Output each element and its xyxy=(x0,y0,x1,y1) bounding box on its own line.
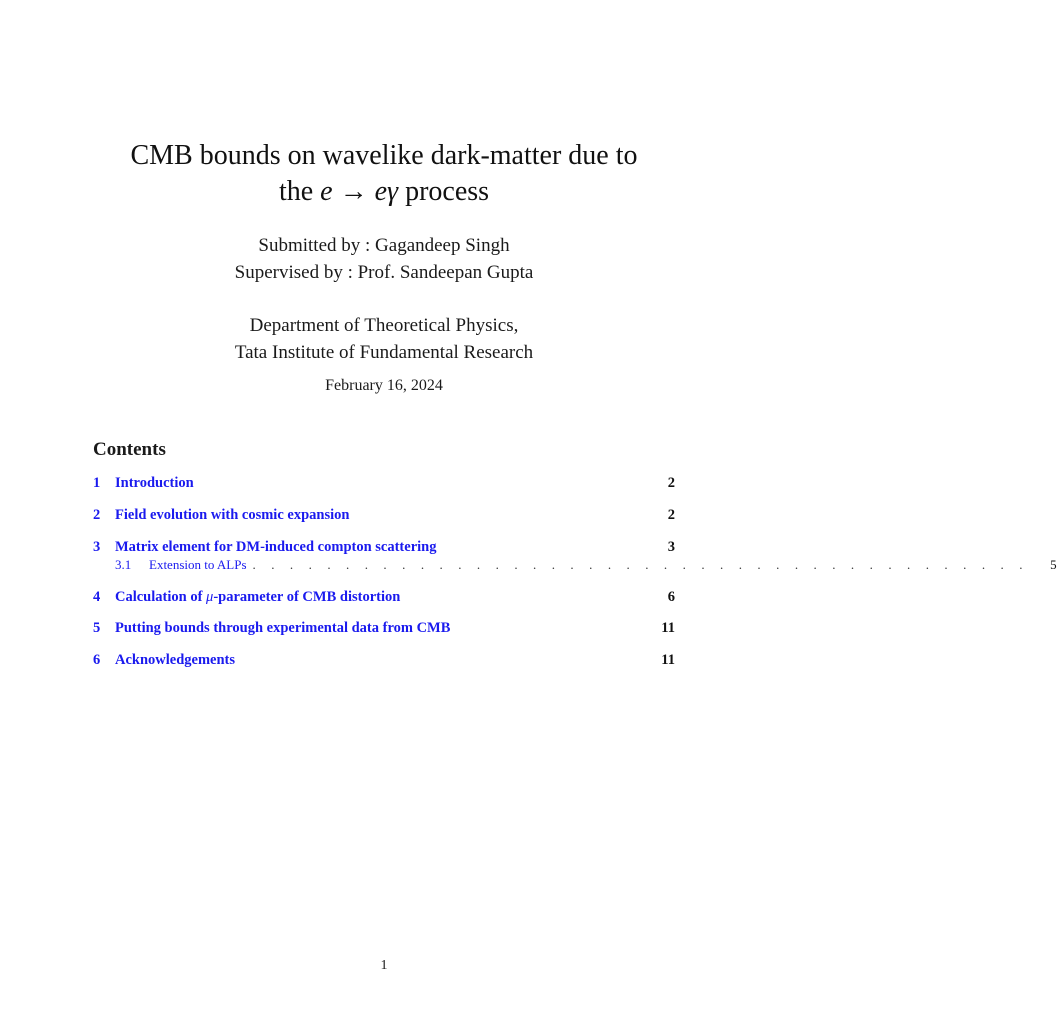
toc-entry-putting-bounds[interactable] xyxy=(93,620,675,637)
toc-entry-mu-parameter[interactable] xyxy=(93,589,675,606)
toc-entry-number[interactable]: 6 xyxy=(93,652,101,668)
toc-entry-number[interactable]: 3.1 xyxy=(115,557,132,572)
toc-entry-title[interactable]: Introduction xyxy=(115,475,194,491)
toc-leader-dots: . . . . . . . . . . . . . . . . . . . . . . . . . . . . . . . . . . . . . . . . . . xyxy=(252,557,1029,572)
toc-entry-page: 11 xyxy=(661,652,675,668)
toc-entry-page: 2 xyxy=(667,475,675,491)
title-line-2 xyxy=(0,174,768,210)
department: Department of Theoretical Physics, xyxy=(249,315,519,336)
title-line-1: CMB bounds on wavelike dark-matter due to xyxy=(130,140,638,171)
toc-entry-page: 6 xyxy=(667,589,675,605)
toc-entry-page: 3 xyxy=(667,539,675,555)
document-date: February 16, 2024 xyxy=(325,377,443,394)
toc-entry-title[interactable]: Acknowledgements xyxy=(115,652,236,668)
toc-entry-matrix-element[interactable] xyxy=(93,539,675,556)
toc-title-prefix: Calculation of xyxy=(115,589,207,605)
toc-entry-number[interactable]: 5 xyxy=(93,620,101,636)
title-math-process: e → eγ xyxy=(320,176,399,207)
supervised-by: Supervised by : Prof. Sandeepan Gupta xyxy=(234,262,534,283)
toc-entry-page: 11 xyxy=(661,620,675,636)
submitted-by: Submitted by : Gagandeep Singh xyxy=(258,235,510,256)
toc-entry-title[interactable] xyxy=(115,589,400,606)
paper-title xyxy=(0,138,768,210)
toc-entry-field-evolution[interactable] xyxy=(93,507,675,524)
author-block xyxy=(0,232,768,286)
page-number: 1 xyxy=(380,958,388,973)
toc-entry-number[interactable]: 2 xyxy=(93,507,101,523)
toc-entry-number[interactable]: 4 xyxy=(93,589,101,605)
institute: Tata Institute of Fundamental Research xyxy=(234,342,534,363)
title-line-2-prefix: the xyxy=(278,176,321,207)
toc-entry-extension-to-alps[interactable] xyxy=(93,557,1057,573)
toc-entry-number[interactable]: 1 xyxy=(93,475,101,491)
toc-title-math-mu: μ xyxy=(206,589,214,605)
toc-entry-title[interactable]: Putting bounds through experimental data from CMB xyxy=(115,620,451,636)
toc-entry-title[interactable]: Field evolution with cosmic expansion xyxy=(115,507,350,523)
toc-entry-page: 5 xyxy=(1050,557,1057,572)
toc-entry-title[interactable]: Extension to ALPs xyxy=(149,557,247,572)
toc-title-suffix: -parameter of CMB distortion xyxy=(213,589,401,605)
title-line-2-suffix: process xyxy=(398,176,490,207)
toc-entry-title[interactable]: Matrix element for DM-induced compton scattering xyxy=(115,539,437,555)
toc-entry-page: 2 xyxy=(667,507,675,523)
contents-heading: Contents xyxy=(93,439,166,460)
toc-entry-acknowledgements[interactable] xyxy=(93,652,675,669)
toc-entry-introduction[interactable] xyxy=(93,475,675,492)
affiliation-block xyxy=(0,312,768,366)
toc-entry-number[interactable]: 3 xyxy=(93,539,101,555)
